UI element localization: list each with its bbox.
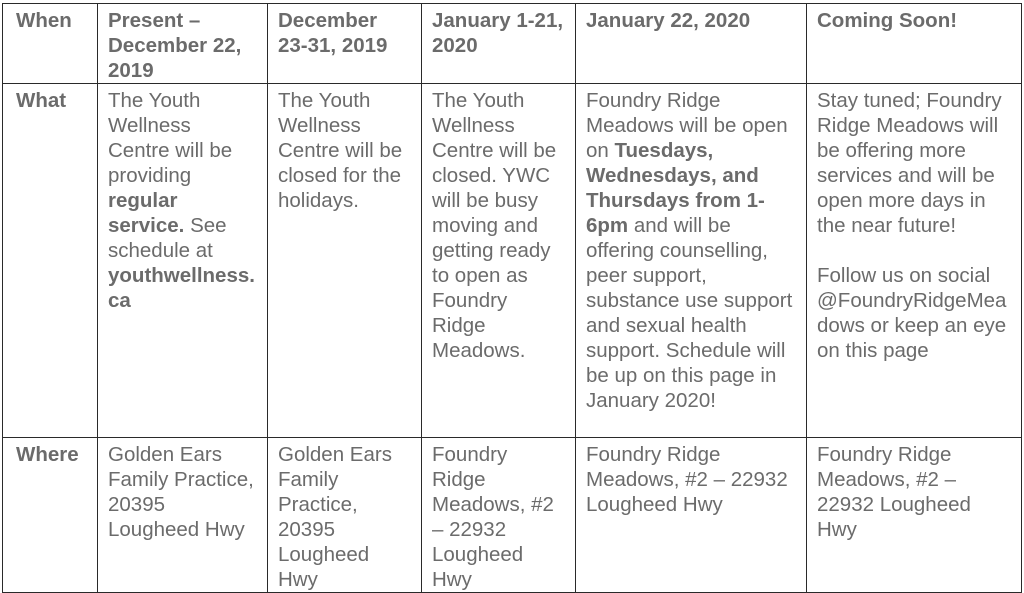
what-cell: The Youth Wellness Centre will be closed for the holidays.	[268, 84, 422, 438]
when-row	[3, 4, 1022, 84]
where-cell: Foundry Ridge Meadows, #2 – 22932 Lougheed Hwy	[576, 438, 807, 593]
what-paragraph: Stay tuned; Foundry Ridge Meadows will be offering more services and will be open more days in the near future!	[817, 89, 1002, 237]
header-cell: January 1-21, 2020	[422, 4, 576, 84]
where-cell: Golden Ears Family Practice, 20395 Lougheed Hwy	[268, 438, 422, 593]
what-cell: The Youth Wellness Centre will be closed. YWC will be busy moving and getting ready to open as Foundry Ridge Meadows.	[422, 84, 576, 438]
header-cell: Present – December 22, 2019	[98, 4, 268, 84]
schedule-table	[2, 3, 1022, 593]
when-label: When	[3, 4, 98, 84]
where-cell: Golden Ears Family Practice, 20395 Lougheed Hwy	[98, 438, 268, 593]
header-cell: Coming Soon!	[807, 4, 1022, 84]
what-cell	[576, 84, 807, 438]
where-row	[3, 438, 1022, 593]
what-cell	[807, 84, 1022, 438]
what-text: The Youth Wellness Centre will be providing	[108, 89, 233, 187]
what-label: What	[3, 84, 98, 438]
what-emphasis: Tuesdays, Wednesdays, and Thursdays from 1-6pm	[586, 139, 765, 237]
header-cell: January 22, 2020	[576, 4, 807, 84]
what-text: Foundry Ridge Meadows will be open on	[586, 89, 788, 162]
paragraph-gap	[817, 238, 1011, 263]
what-text: See schedule at	[108, 214, 227, 262]
website-text: youthwellness.ca	[108, 264, 255, 312]
header-cell: December 23-31, 2019	[268, 4, 422, 84]
what-emphasis: regular service.	[108, 189, 185, 237]
what-text: and will be offering counselling, peer support, substance use support and sexual health support. Schedule will be up on this page in January 2020!	[586, 214, 793, 412]
where-label: Where	[3, 438, 98, 593]
where-cell: Foundry Ridge Meadows, #2 – 22932 Lougheed Hwy	[807, 438, 1022, 593]
what-paragraph: Follow us on social @FoundryRidgeMeadows or keep an eye on this page	[817, 264, 1007, 362]
what-row	[3, 84, 1022, 438]
what-cell	[98, 84, 268, 438]
where-cell: Foundry Ridge Meadows, #2 – 22932 Lougheed Hwy	[422, 438, 576, 593]
